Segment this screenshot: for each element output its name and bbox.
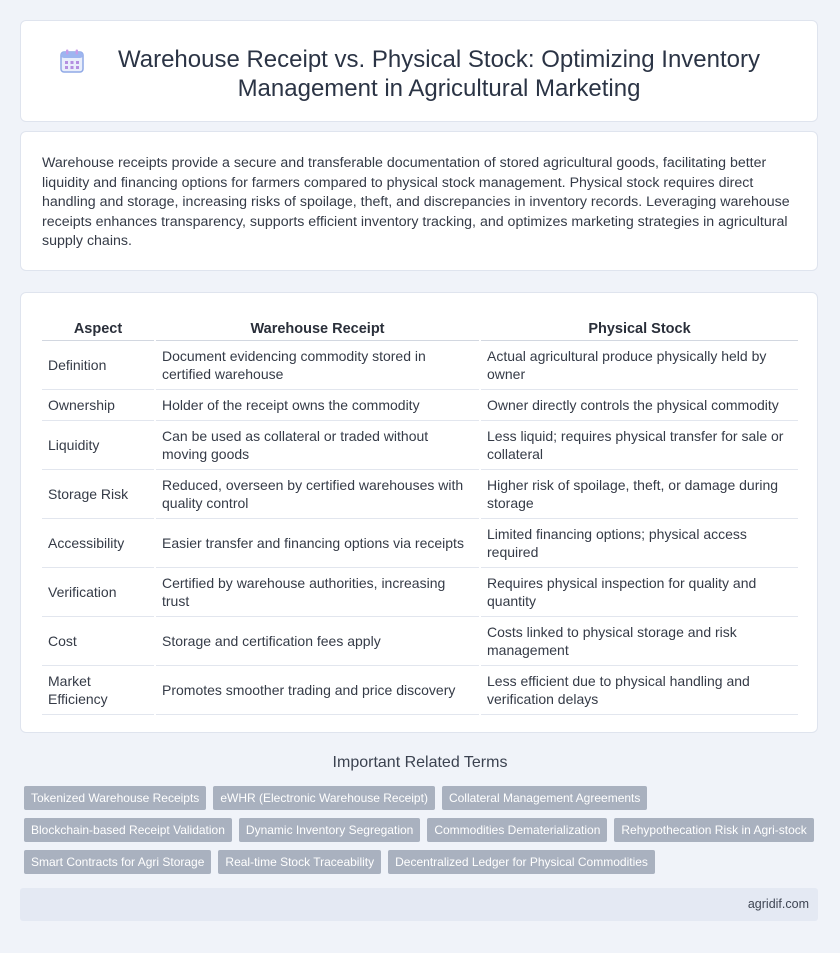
aspect-cell: Definition xyxy=(42,341,155,390)
table-row xyxy=(42,617,798,666)
calendar-icon xyxy=(59,48,85,74)
related-term-tag[interactable]: Dynamic Inventory Segregation xyxy=(239,818,420,842)
related-terms-title: Important Related Terms xyxy=(332,754,508,771)
table-row xyxy=(42,470,798,519)
related-terms-list xyxy=(24,786,824,882)
physical-stock-cell: Owner directly controls the physical commodity xyxy=(480,390,798,421)
physical-stock-cell: Costs linked to physical storage and risk management xyxy=(480,617,798,666)
related-term-tag[interactable]: Real-time Stock Traceability xyxy=(218,850,381,874)
aspect-cell: Accessibility xyxy=(42,519,155,568)
table-row xyxy=(42,341,798,390)
footer xyxy=(20,888,818,921)
aspect-cell: Market Efficiency xyxy=(42,666,155,715)
warehouse-receipt-cell: Reduced, overseen by certified warehouses with quality control xyxy=(155,470,480,519)
table-header-row xyxy=(42,314,798,341)
intro-text: Warehouse receipts provide a secure and transferable documentation of stored agricultural goods, facilitating better liquidity and financing options for farmers compared to physical stock management. Physical stock requires direct handling and storage, increasing risks of spoilage, theft, and discrepancies in inventory records. Leveraging warehouse receipts enhances transparency, supports efficient inventory tracking, and optimizes marketing strategies in agricultural supply chains. xyxy=(42,155,790,249)
warehouse-receipt-cell: Holder of the receipt owns the commodity xyxy=(155,390,480,421)
footer-site-link[interactable]: agridif.com xyxy=(747,897,809,911)
aspect-cell: Storage Risk xyxy=(42,470,155,519)
header-physical-stock: Physical Stock xyxy=(480,314,798,341)
warehouse-receipt-cell: Storage and certification fees apply xyxy=(155,617,480,666)
warehouse-receipt-cell: Document evidencing commodity stored in certified warehouse xyxy=(155,341,480,390)
header-card xyxy=(20,20,818,122)
intro-card xyxy=(20,131,818,271)
physical-stock-cell: Higher risk of spoilage, theft, or damage during storage xyxy=(480,470,798,519)
table-row xyxy=(42,568,798,617)
physical-stock-cell: Less efficient due to physical handling and verification delays xyxy=(480,666,798,715)
warehouse-receipt-cell: Easier transfer and financing options via receipts xyxy=(155,519,480,568)
header-warehouse-receipt: Warehouse Receipt xyxy=(155,314,480,341)
related-term-tag[interactable]: Commodities Dematerialization xyxy=(427,818,607,842)
table-row xyxy=(42,666,798,715)
related-term-tag[interactable]: Collateral Management Agreements xyxy=(442,786,647,810)
related-term-tag[interactable]: Rehypothecation Risk in Agri-stock xyxy=(614,818,813,842)
comparison-card xyxy=(20,292,818,733)
physical-stock-cell: Less liquid; requires physical transfer for sale or collateral xyxy=(480,421,798,470)
aspect-cell: Liquidity xyxy=(42,421,155,470)
aspect-cell: Ownership xyxy=(42,390,155,421)
related-term-tag[interactable]: Blockchain-based Receipt Validation xyxy=(24,818,232,842)
related-term-tag[interactable]: Decentralized Ledger for Physical Commodities xyxy=(388,850,655,874)
related-term-tag[interactable]: Smart Contracts for Agri Storage xyxy=(24,850,211,874)
header-aspect: Aspect xyxy=(42,314,155,341)
comparison-table xyxy=(42,314,798,715)
physical-stock-cell: Limited financing options; physical access required xyxy=(480,519,798,568)
related-term-tag[interactable]: eWHR (Electronic Warehouse Receipt) xyxy=(213,786,435,810)
aspect-cell: Cost xyxy=(42,617,155,666)
related-term-tag[interactable]: Tokenized Warehouse Receipts xyxy=(24,786,206,810)
warehouse-receipt-cell: Promotes smoother trading and price discovery xyxy=(155,666,480,715)
table-row xyxy=(42,519,798,568)
physical-stock-cell: Actual agricultural produce physically held by owner xyxy=(480,341,798,390)
table-row xyxy=(42,421,798,470)
aspect-cell: Verification xyxy=(42,568,155,617)
warehouse-receipt-cell: Certified by warehouse authorities, increasing trust xyxy=(155,568,480,617)
table-row xyxy=(42,390,798,421)
warehouse-receipt-cell: Can be used as collateral or traded without moving goods xyxy=(155,421,480,470)
physical-stock-cell: Requires physical inspection for quality and quantity xyxy=(480,568,798,617)
page-title: Warehouse Receipt vs. Physical Stock: Optimizing Inventory Management in Agricultural Marketing xyxy=(117,46,761,102)
